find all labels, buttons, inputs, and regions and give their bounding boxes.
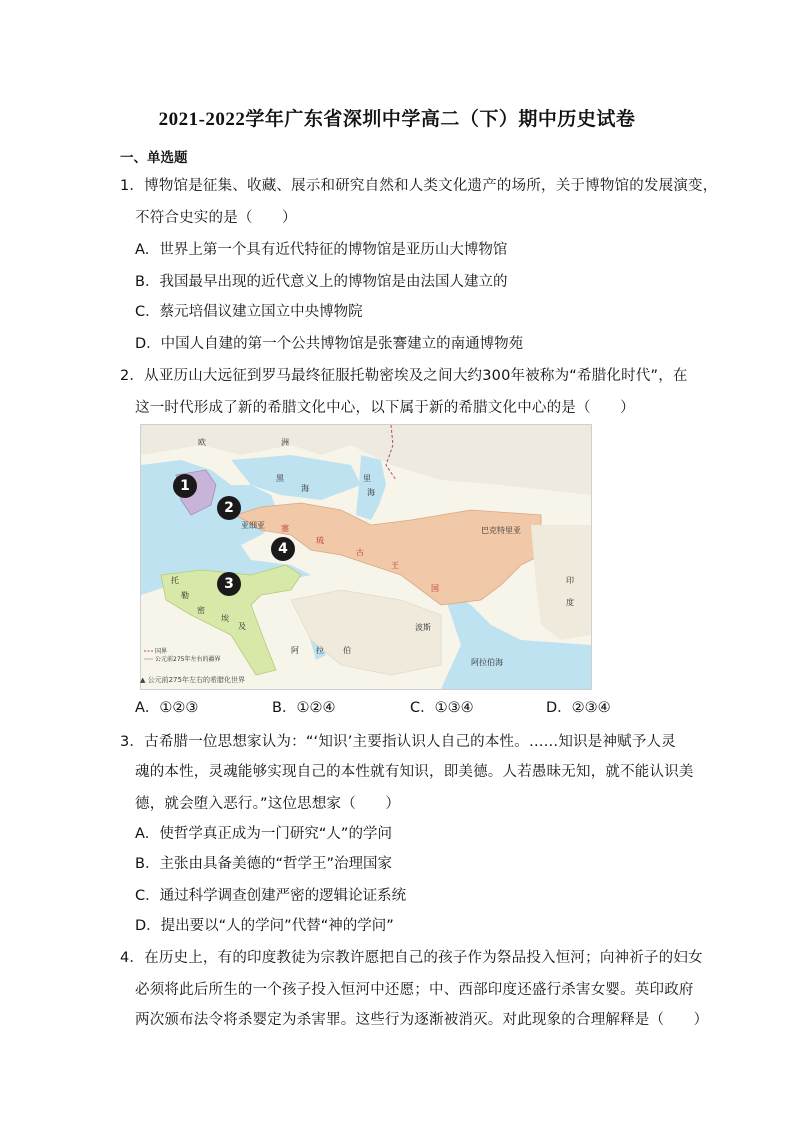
map-label-sai: 塞 [281, 524, 289, 533]
map-label-wang: 王 [391, 561, 399, 570]
map-label-asia-minor: 亚细亚 [241, 521, 265, 530]
map-label-persia: 波斯 [415, 623, 431, 632]
map-label-arabia-3: 伯 [343, 646, 351, 655]
map-label-europe-1: 欧 [198, 438, 206, 447]
map-label-le: 勒 [181, 591, 189, 600]
map-label-black-1: 黑 [276, 474, 284, 483]
q4-stem-line-1: 4．在历史上，有的印度教徒为宗教许愿把自己的孩子作为祭品投入恒河；向神祈子的妇女 [120, 950, 703, 966]
legend-territory: 公元前275年左右的疆界 [155, 656, 221, 663]
q3-option-d[interactable]: D．提出要以“人的学问”代替“神的学问” [135, 918, 394, 934]
q1-option-b[interactable]: B．我国最早出现的近代意义上的博物馆是由法国人建立的 [135, 274, 508, 290]
hellenistic-world-map [140, 424, 592, 690]
q3-stem-line-1: 3．古希腊一位思想家认为：“‘知识’主要指认识人自己的本性。……知识是神赋予人灵 [120, 734, 676, 750]
q2-option-a[interactable]: A．①②③ [135, 700, 199, 716]
q1-option-c[interactable]: C．蔡元培倡议建立国立中央博物院 [135, 304, 363, 320]
q2-option-b[interactable]: B．①②④ [272, 700, 336, 716]
q1-stem-line-1: 1．博物馆是征集、收藏、展示和研究自然和人类文化遗产的场所，关于博物馆的发展演变， [120, 178, 718, 194]
map-label-ji: 及 [238, 622, 246, 631]
q2-option-d[interactable]: D．②③④ [546, 700, 611, 716]
map-label-arabia-1: 阿 [291, 646, 299, 655]
q1-option-a[interactable]: A．世界上第一个具有近代特征的博物馆是亚历山大博物馆 [135, 242, 508, 258]
q1-stem-line-2: 不符合史实的是（ ） [135, 210, 297, 226]
map-label-india-1: 印 [566, 576, 574, 585]
map-label-mi: 密 [197, 606, 205, 615]
map-marker-4: 4 [271, 537, 295, 561]
legend-border: 国界 [155, 648, 168, 655]
q3-option-b[interactable]: B．主张由具备美德的“哲学王”治理国家 [135, 856, 392, 872]
q3-option-a[interactable]: A．使哲学真正成为一门研究“人”的学问 [135, 826, 392, 842]
map-label-liu: 琉 [316, 536, 324, 545]
q3-stem-line-2: 魂的本性，灵魂能够实现自己的本性就有知识，即美德。人若愚昧无知，就不能认识美 [135, 764, 694, 780]
map-label-caspian-2: 海 [367, 488, 375, 497]
q3-stem-line-3: 德，就会堕入恶行。”这位思想家（ ） [135, 796, 401, 812]
q3-option-c[interactable]: C．通过科学调查创建严密的逻辑论证系统 [135, 888, 407, 904]
map-caption: ▲ 公元前275年左右的希腊化世界 [140, 676, 245, 684]
q2-stem-line-2: 这一时代形成了新的希腊文化中心，以下属于新的希腊文化中心的是（ ） [135, 400, 635, 416]
map-label-caspian-1: 里 [363, 474, 371, 483]
q1-option-d[interactable]: D．中国人自建的第一个公共博物馆是张謇建立的南通博物苑 [135, 336, 524, 352]
map-label-guo: 国 [431, 584, 439, 593]
map-marker-2: 2 [217, 496, 241, 520]
map-graphic [141, 425, 591, 689]
q2-stem-line-1: 2．从亚历山大远征到罗马最终征服托勒密埃及之间大约300年被称为“希腊化时代”，在 [120, 368, 688, 384]
q2-option-c[interactable]: C．①③④ [410, 700, 474, 716]
map-label-bactria: 巴克特里亚 [481, 526, 521, 535]
map-label-arabia-2: 拉 [316, 646, 324, 655]
q4-stem-line-3: 两次颁布法令将杀婴定为杀害罪。这些行为逐渐被消灭。对此现象的合理解释是（ ） [135, 1012, 709, 1028]
map-label-gu: 古 [356, 548, 364, 557]
map-label-ai: 埃 [221, 614, 229, 623]
map-label-black-2: 海 [301, 484, 309, 493]
map-label-india-2: 度 [566, 598, 574, 607]
exam-title: 2021-2022学年广东省深圳中学高二（下）期中历史试卷 [158, 109, 636, 130]
map-label-europe-2: 洲 [281, 438, 289, 447]
map-label-arabian-sea: 阿拉伯海 [471, 658, 503, 667]
map-label-tuo: 托 [171, 576, 179, 585]
q4-stem-line-2: 必须将此后所生的一个孩子投入恒河中还愿；中、西部印度还盛行杀害女婴。英印政府 [135, 982, 694, 998]
section-heading: 一、单选题 [120, 150, 188, 166]
map-marker-1: 1 [173, 474, 197, 498]
map-marker-3: 3 [217, 572, 241, 596]
